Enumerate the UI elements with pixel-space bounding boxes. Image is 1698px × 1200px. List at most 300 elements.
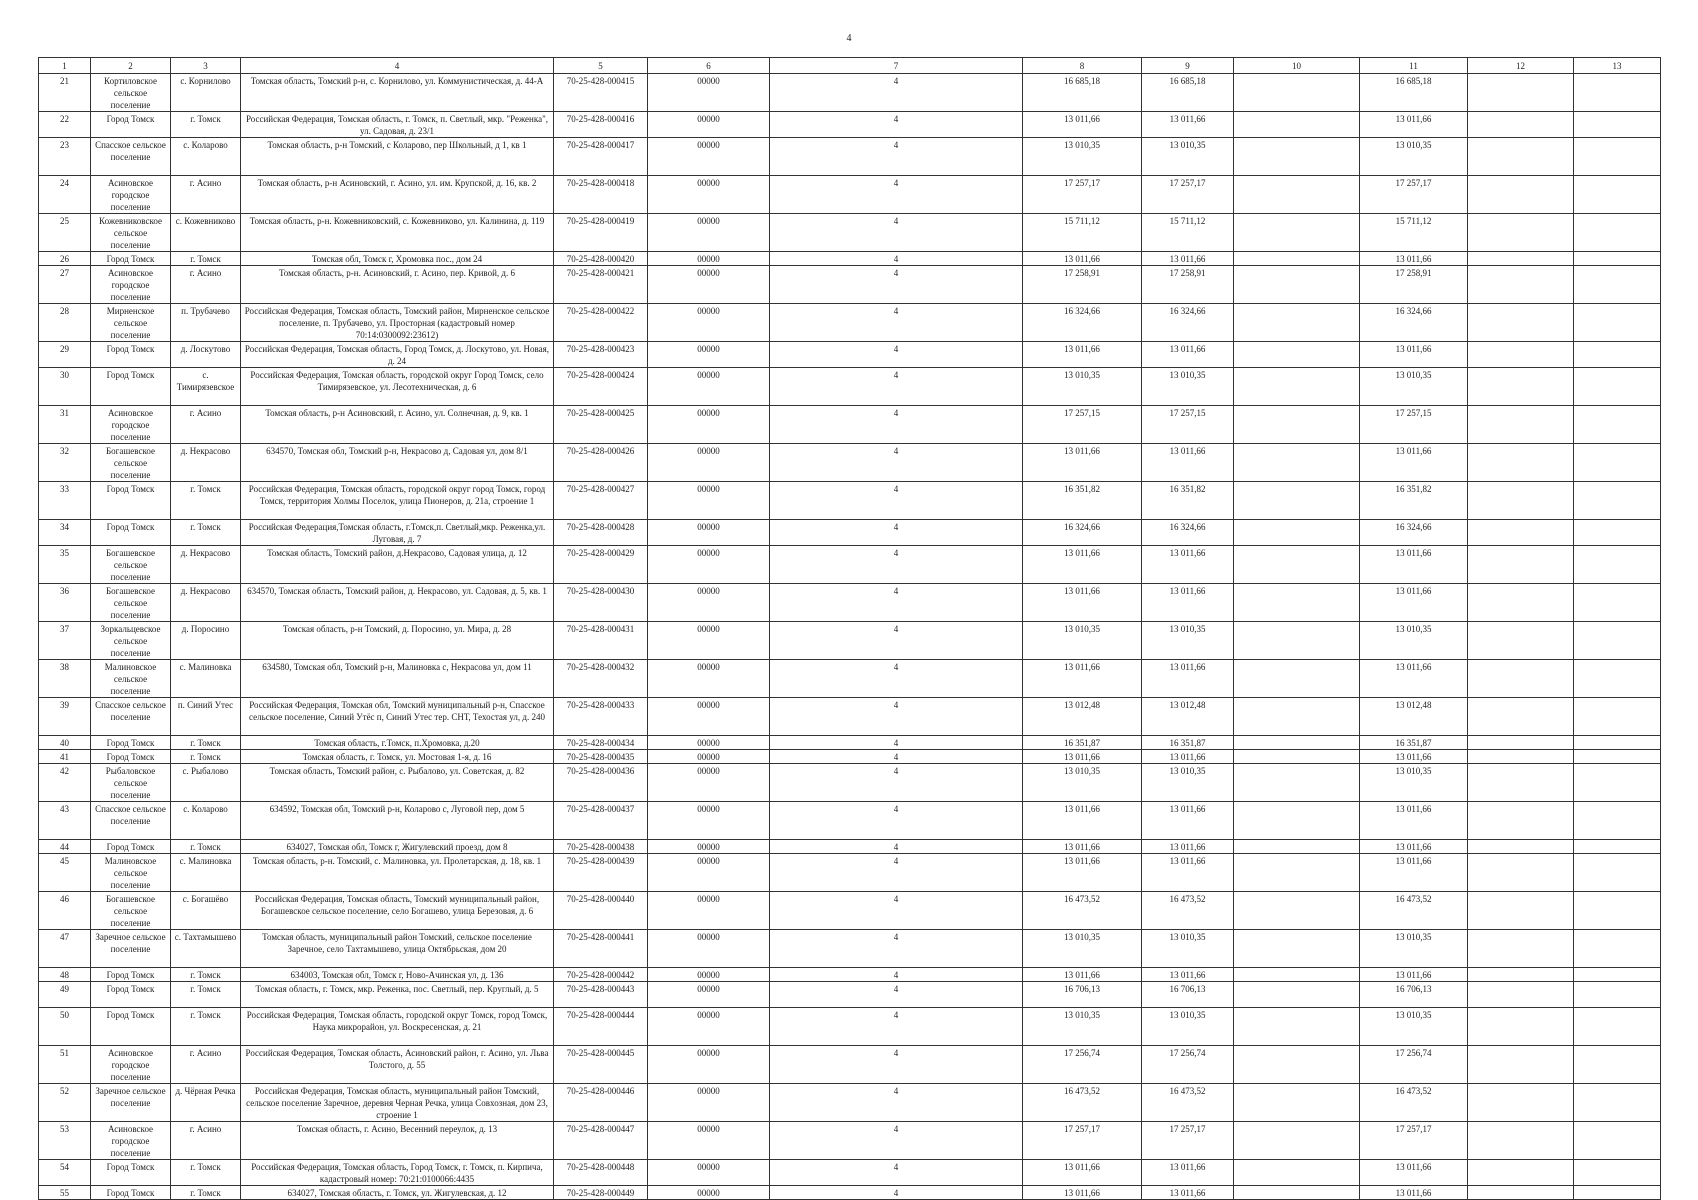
municipality-cell: Рыбаловское сельское поселение	[91, 764, 171, 802]
table-row	[39, 214, 1661, 252]
amount-9-cell: 13 010,35	[1142, 1008, 1234, 1046]
locality-cell: г. Томск	[171, 982, 241, 1008]
locality-cell: г. Томск	[171, 1186, 241, 1200]
row-number-cell: 21	[39, 74, 91, 112]
row-number-cell: 33	[39, 482, 91, 520]
amount-8-cell: 16 351,82	[1023, 482, 1142, 520]
object-code-cell: 70-25-428-000443	[554, 982, 648, 1008]
amount-9-cell: 17 257,15	[1142, 406, 1234, 444]
table-row	[39, 840, 1661, 854]
code-field-cell: 00000	[648, 304, 770, 342]
amount-8-cell: 13 011,66	[1023, 342, 1142, 368]
object-code-cell: 70-25-428-000445	[554, 1046, 648, 1084]
locality-cell: д. Поросино	[171, 622, 241, 660]
row-number-cell: 55	[39, 1186, 91, 1200]
municipality-cell: Город Томск	[91, 982, 171, 1008]
locality-cell: с. Кожевниково	[171, 214, 241, 252]
object-code-cell: 70-25-428-000444	[554, 1008, 648, 1046]
municipality-cell: Спасское сельское поселение	[91, 802, 171, 840]
amount-11-cell: 13 010,35	[1360, 930, 1468, 968]
value-13-cell	[1574, 214, 1661, 252]
amount-9-cell: 16 324,66	[1142, 520, 1234, 546]
amount-11-cell: 13 010,35	[1360, 622, 1468, 660]
value-12-cell	[1468, 1186, 1574, 1200]
value-13-cell	[1574, 176, 1661, 214]
amount-8-cell: 13 010,35	[1023, 622, 1142, 660]
quantity-cell: 4	[770, 660, 1023, 698]
locality-cell: г. Томск	[171, 750, 241, 764]
amount-8-cell: 17 258,91	[1023, 266, 1142, 304]
amount-8-cell: 13 010,35	[1023, 930, 1142, 968]
address-cell: 634003, Томская обл, Томск г, Ново-Ачинская ул, д. 136	[241, 968, 554, 982]
value-13-cell	[1574, 968, 1661, 982]
object-code-cell: 70-25-428-000428	[554, 520, 648, 546]
amount-9-cell: 13 011,66	[1142, 660, 1234, 698]
row-number-cell: 36	[39, 584, 91, 622]
municipality-cell: Город Томск	[91, 750, 171, 764]
amount-8-cell: 13 011,66	[1023, 252, 1142, 266]
quantity-cell: 4	[770, 74, 1023, 112]
locality-cell: с. Коларово	[171, 802, 241, 840]
value-12-cell	[1468, 1160, 1574, 1186]
amount-8-cell: 13 011,66	[1023, 854, 1142, 892]
amount-11-cell: 16 706,13	[1360, 982, 1468, 1008]
code-field-cell: 00000	[648, 750, 770, 764]
code-field-cell: 00000	[648, 660, 770, 698]
value-12-cell	[1468, 968, 1574, 982]
object-code-cell: 70-25-428-000438	[554, 840, 648, 854]
code-field-cell: 00000	[648, 520, 770, 546]
code-field-cell: 00000	[648, 214, 770, 252]
locality-cell: с. Тимирязевское	[171, 368, 241, 406]
amount-11-cell: 17 257,15	[1360, 406, 1468, 444]
value-13-cell	[1574, 622, 1661, 660]
value-12-cell	[1468, 520, 1574, 546]
amount-11-cell: 16 685,18	[1360, 74, 1468, 112]
code-field-cell: 00000	[648, 1046, 770, 1084]
amount-8-cell: 17 256,74	[1023, 1046, 1142, 1084]
column-header: 2	[91, 58, 171, 74]
locality-cell: п. Синий Утес	[171, 698, 241, 736]
amount-10-cell	[1234, 520, 1360, 546]
amount-8-cell: 13 011,66	[1023, 840, 1142, 854]
amount-8-cell: 13 011,66	[1023, 584, 1142, 622]
locality-cell: с. Рыбалово	[171, 764, 241, 802]
row-number-cell: 32	[39, 444, 91, 482]
amount-11-cell: 13 011,66	[1360, 584, 1468, 622]
address-cell: Томская область, Томский район, с. Рыбалово, ул. Советская, д. 82	[241, 764, 554, 802]
quantity-cell: 4	[770, 112, 1023, 138]
municipality-cell: Асиновское городское поселение	[91, 1122, 171, 1160]
row-number-cell: 52	[39, 1084, 91, 1122]
address-cell: Российская Федерация, Томская область, Томский муниципальный район, Богашевское сельское поселение, село Богашево, улица Березовая, д. 6	[241, 892, 554, 930]
amount-10-cell	[1234, 304, 1360, 342]
row-number-cell: 35	[39, 546, 91, 584]
amount-9-cell: 13 010,35	[1142, 764, 1234, 802]
address-cell: Российская Федерация, Томская область, Томский район, Мирненское сельское поселение, п. Трубачево, ул. Просторная (кадастровый номер 70:14:0300092:23612)	[241, 304, 554, 342]
amount-11-cell: 17 257,17	[1360, 176, 1468, 214]
address-cell: Томская область, г. Асино, Весенний переулок, д. 13	[241, 1122, 554, 1160]
value-12-cell	[1468, 1122, 1574, 1160]
quantity-cell: 4	[770, 584, 1023, 622]
amount-9-cell: 16 473,52	[1142, 892, 1234, 930]
amount-11-cell: 16 473,52	[1360, 1084, 1468, 1122]
value-12-cell	[1468, 546, 1574, 584]
municipality-cell: Город Томск	[91, 840, 171, 854]
amount-9-cell: 16 706,13	[1142, 982, 1234, 1008]
value-12-cell	[1468, 622, 1574, 660]
municipality-cell: Город Томск	[91, 520, 171, 546]
table-row	[39, 1084, 1661, 1122]
code-field-cell: 00000	[648, 546, 770, 584]
amount-11-cell: 17 256,74	[1360, 1046, 1468, 1084]
code-field-cell: 00000	[648, 138, 770, 176]
address-cell: 634570, Томская обл, Томский р-н, Некрасово д, Садовая ул, дом 8/1	[241, 444, 554, 482]
amount-8-cell: 13 011,66	[1023, 1160, 1142, 1186]
quantity-cell: 4	[770, 406, 1023, 444]
amount-11-cell: 13 010,35	[1360, 764, 1468, 802]
amount-10-cell	[1234, 584, 1360, 622]
amount-11-cell: 16 473,52	[1360, 892, 1468, 930]
row-number-cell: 31	[39, 406, 91, 444]
value-13-cell	[1574, 854, 1661, 892]
amount-11-cell: 15 711,12	[1360, 214, 1468, 252]
table-row	[39, 802, 1661, 840]
quantity-cell: 4	[770, 840, 1023, 854]
locality-cell: г. Томск	[171, 520, 241, 546]
value-13-cell	[1574, 736, 1661, 750]
row-number-cell: 34	[39, 520, 91, 546]
row-number-cell: 28	[39, 304, 91, 342]
value-12-cell	[1468, 112, 1574, 138]
code-field-cell: 00000	[648, 176, 770, 214]
value-12-cell	[1468, 252, 1574, 266]
quantity-cell: 4	[770, 252, 1023, 266]
amount-9-cell: 17 257,17	[1142, 1122, 1234, 1160]
value-13-cell	[1574, 698, 1661, 736]
address-cell: Томская область, р-н Асиновский, г. Асино, ул. им. Крупской, д. 16, кв. 2	[241, 176, 554, 214]
quantity-cell: 4	[770, 342, 1023, 368]
amount-10-cell	[1234, 660, 1360, 698]
code-field-cell: 00000	[648, 968, 770, 982]
row-number-cell: 50	[39, 1008, 91, 1046]
amount-10-cell	[1234, 854, 1360, 892]
table-row	[39, 660, 1661, 698]
object-code-cell: 70-25-428-000417	[554, 138, 648, 176]
amount-10-cell	[1234, 1160, 1360, 1186]
amount-9-cell: 16 351,82	[1142, 482, 1234, 520]
quantity-cell: 4	[770, 622, 1023, 660]
locality-cell: г. Томск	[171, 482, 241, 520]
locality-cell: г. Томск	[171, 1160, 241, 1186]
amount-10-cell	[1234, 736, 1360, 750]
code-field-cell: 00000	[648, 982, 770, 1008]
value-12-cell	[1468, 342, 1574, 368]
value-13-cell	[1574, 982, 1661, 1008]
table-row	[39, 368, 1661, 406]
code-field-cell: 00000	[648, 406, 770, 444]
municipality-cell: Богашевское сельское поселение	[91, 892, 171, 930]
amount-10-cell	[1234, 406, 1360, 444]
quantity-cell: 4	[770, 892, 1023, 930]
locality-cell: г. Асино	[171, 1122, 241, 1160]
object-code-cell: 70-25-428-000432	[554, 660, 648, 698]
amount-10-cell	[1234, 176, 1360, 214]
amount-10-cell	[1234, 74, 1360, 112]
code-field-cell: 00000	[648, 368, 770, 406]
amount-10-cell	[1234, 546, 1360, 584]
row-number-cell: 48	[39, 968, 91, 982]
table-row	[39, 1008, 1661, 1046]
object-code-cell: 70-25-428-000437	[554, 802, 648, 840]
table-row	[39, 982, 1661, 1008]
amount-8-cell: 13 011,66	[1023, 750, 1142, 764]
table-body	[39, 74, 1661, 1200]
municipality-cell: Город Томск	[91, 1008, 171, 1046]
amount-8-cell: 16 473,52	[1023, 1084, 1142, 1122]
table-row	[39, 112, 1661, 138]
amount-8-cell: 13 011,66	[1023, 444, 1142, 482]
object-code-cell: 70-25-428-000446	[554, 1084, 648, 1122]
amount-11-cell: 13 012,48	[1360, 698, 1468, 736]
column-header: 5	[554, 58, 648, 74]
value-12-cell	[1468, 854, 1574, 892]
value-12-cell	[1468, 266, 1574, 304]
amount-9-cell: 16 324,66	[1142, 304, 1234, 342]
locality-cell: д. Некрасово	[171, 444, 241, 482]
municipality-cell: Кортиловское сельское поселение	[91, 74, 171, 112]
table-row	[39, 482, 1661, 520]
value-13-cell	[1574, 1160, 1661, 1186]
quantity-cell: 4	[770, 214, 1023, 252]
amount-11-cell: 13 011,66	[1360, 854, 1468, 892]
address-cell: Томская область, р-н. Кожевниковский, с. Кожевниково, ул. Калинина, д. 119	[241, 214, 554, 252]
table-row	[39, 968, 1661, 982]
amount-11-cell: 13 010,35	[1360, 138, 1468, 176]
value-13-cell	[1574, 764, 1661, 802]
municipality-cell: Город Томск	[91, 482, 171, 520]
amount-11-cell: 13 011,66	[1360, 444, 1468, 482]
quantity-cell: 4	[770, 968, 1023, 982]
value-12-cell	[1468, 982, 1574, 1008]
value-12-cell	[1468, 176, 1574, 214]
amount-9-cell: 13 011,66	[1142, 1186, 1234, 1200]
object-code-cell: 70-25-428-000424	[554, 368, 648, 406]
quantity-cell: 4	[770, 520, 1023, 546]
quantity-cell: 4	[770, 482, 1023, 520]
amount-9-cell: 13 010,35	[1142, 622, 1234, 660]
code-field-cell: 00000	[648, 1008, 770, 1046]
code-field-cell: 00000	[648, 1122, 770, 1160]
amount-8-cell: 15 711,12	[1023, 214, 1142, 252]
table-row	[39, 252, 1661, 266]
municipality-cell: Город Томск	[91, 368, 171, 406]
municipality-cell: Спасское сельское поселение	[91, 698, 171, 736]
address-cell: Томская область, р-н. Томский, с. Малиновка, ул. Пролетарская, д. 18, кв. 1	[241, 854, 554, 892]
value-13-cell	[1574, 1084, 1661, 1122]
column-header: 3	[171, 58, 241, 74]
amount-9-cell: 17 256,74	[1142, 1046, 1234, 1084]
value-12-cell	[1468, 698, 1574, 736]
value-12-cell	[1468, 1084, 1574, 1122]
value-13-cell	[1574, 74, 1661, 112]
amount-11-cell: 17 258,91	[1360, 266, 1468, 304]
amount-10-cell	[1234, 444, 1360, 482]
object-code-cell: 70-25-428-000440	[554, 892, 648, 930]
table-row	[39, 750, 1661, 764]
amount-8-cell: 16 324,66	[1023, 520, 1142, 546]
amount-8-cell: 13 010,35	[1023, 1008, 1142, 1046]
municipality-cell: Богашевское сельское поселение	[91, 584, 171, 622]
page-number: 4	[846, 33, 852, 44]
quantity-cell: 4	[770, 176, 1023, 214]
quantity-cell: 4	[770, 1186, 1023, 1200]
amount-8-cell: 16 685,18	[1023, 74, 1142, 112]
address-cell: Российская Федерация,Томская область, г.Томск,п. Светлый,мкр. Реженка,ул. Луговая, д. 7	[241, 520, 554, 546]
object-code-cell: 70-25-428-000422	[554, 304, 648, 342]
code-field-cell: 00000	[648, 1084, 770, 1122]
amount-9-cell: 13 011,66	[1142, 584, 1234, 622]
municipality-cell: Заречное сельское поселение	[91, 930, 171, 968]
amount-10-cell	[1234, 840, 1360, 854]
amount-11-cell: 16 324,66	[1360, 520, 1468, 546]
amount-8-cell: 13 010,35	[1023, 368, 1142, 406]
object-code-cell: 70-25-428-000441	[554, 930, 648, 968]
locality-cell: г. Томск	[171, 968, 241, 982]
value-13-cell	[1574, 520, 1661, 546]
amount-10-cell	[1234, 1084, 1360, 1122]
object-code-cell: 70-25-428-000436	[554, 764, 648, 802]
value-12-cell	[1468, 736, 1574, 750]
amount-9-cell: 17 258,91	[1142, 266, 1234, 304]
amount-10-cell	[1234, 892, 1360, 930]
amount-10-cell	[1234, 138, 1360, 176]
value-12-cell	[1468, 750, 1574, 764]
code-field-cell: 00000	[648, 112, 770, 138]
amount-11-cell: 16 324,66	[1360, 304, 1468, 342]
address-cell: Томская область, г. Томск, мкр. Реженка, пос. Светлый, пер. Круглый, д. 5	[241, 982, 554, 1008]
amount-11-cell: 16 351,82	[1360, 482, 1468, 520]
address-cell: Российская Федерация, Томская область, г. Томск, п. Светлый, мкр. "Реженка", ул. Садовая, д. 23/1	[241, 112, 554, 138]
value-13-cell	[1574, 138, 1661, 176]
municipality-cell: Город Томск	[91, 252, 171, 266]
table-row	[39, 764, 1661, 802]
amount-10-cell	[1234, 214, 1360, 252]
value-13-cell	[1574, 546, 1661, 584]
value-12-cell	[1468, 840, 1574, 854]
row-number-cell: 26	[39, 252, 91, 266]
amount-10-cell	[1234, 764, 1360, 802]
row-number-cell: 40	[39, 736, 91, 750]
amount-10-cell	[1234, 342, 1360, 368]
amount-8-cell: 13 012,48	[1023, 698, 1142, 736]
amount-9-cell: 16 351,87	[1142, 736, 1234, 750]
object-code-cell: 70-25-428-000439	[554, 854, 648, 892]
code-field-cell: 00000	[648, 736, 770, 750]
code-field-cell: 00000	[648, 802, 770, 840]
code-field-cell: 00000	[648, 840, 770, 854]
row-number-cell: 47	[39, 930, 91, 968]
locality-cell: г. Томск	[171, 252, 241, 266]
row-number-cell: 37	[39, 622, 91, 660]
address-cell: 634027, Томская область, г. Томск, ул. Жигулевская, д. 12	[241, 1186, 554, 1200]
row-number-cell: 22	[39, 112, 91, 138]
object-code-cell: 70-25-428-000425	[554, 406, 648, 444]
amount-10-cell	[1234, 368, 1360, 406]
locality-cell: д. Чёрная Речка	[171, 1084, 241, 1122]
table-row	[39, 546, 1661, 584]
value-12-cell	[1468, 660, 1574, 698]
amount-9-cell: 16 473,52	[1142, 1084, 1234, 1122]
column-header: 4	[241, 58, 554, 74]
code-field-cell: 00000	[648, 1186, 770, 1200]
amount-9-cell: 13 011,66	[1142, 840, 1234, 854]
quantity-cell: 4	[770, 854, 1023, 892]
object-code-cell: 70-25-428-000420	[554, 252, 648, 266]
amount-8-cell: 17 257,15	[1023, 406, 1142, 444]
amount-10-cell	[1234, 930, 1360, 968]
municipality-cell: Зоркальцевское сельское поселение	[91, 622, 171, 660]
municipality-cell: Асиновское городское поселение	[91, 1046, 171, 1084]
amount-11-cell: 13 010,35	[1360, 368, 1468, 406]
municipality-cell: Асиновское городское поселение	[91, 176, 171, 214]
amount-9-cell: 13 011,66	[1142, 546, 1234, 584]
table-row	[39, 736, 1661, 750]
quantity-cell: 4	[770, 802, 1023, 840]
value-13-cell	[1574, 802, 1661, 840]
quantity-cell: 4	[770, 982, 1023, 1008]
column-header: 13	[1574, 58, 1661, 74]
locality-cell: г. Томск	[171, 112, 241, 138]
value-13-cell	[1574, 266, 1661, 304]
value-13-cell	[1574, 840, 1661, 854]
code-field-cell: 00000	[648, 444, 770, 482]
object-code-cell: 70-25-428-000421	[554, 266, 648, 304]
quantity-cell: 4	[770, 736, 1023, 750]
amount-9-cell: 16 685,18	[1142, 74, 1234, 112]
amount-9-cell: 17 257,17	[1142, 176, 1234, 214]
locality-cell: п. Трубачево	[171, 304, 241, 342]
value-13-cell	[1574, 482, 1661, 520]
address-cell: Томская область, г.Томск, п.Хромовка, д.20	[241, 736, 554, 750]
value-13-cell	[1574, 252, 1661, 266]
amount-8-cell: 16 473,52	[1023, 892, 1142, 930]
row-number-cell: 51	[39, 1046, 91, 1084]
address-cell: 634592, Томская обл, Томский р-н, Коларово с, Луговой пер, дом 5	[241, 802, 554, 840]
amount-11-cell: 13 011,66	[1360, 660, 1468, 698]
value-13-cell	[1574, 750, 1661, 764]
address-cell: Томская область, г. Томск, ул. Мостовая 1-я, д. 16	[241, 750, 554, 764]
value-12-cell	[1468, 1008, 1574, 1046]
amount-8-cell: 13 011,66	[1023, 1186, 1142, 1200]
table-row	[39, 74, 1661, 112]
address-cell: Томская область, Томский район, д.Некрасово, Садовая улица, д. 12	[241, 546, 554, 584]
locality-cell: г. Асино	[171, 406, 241, 444]
table-row	[39, 930, 1661, 968]
amount-10-cell	[1234, 698, 1360, 736]
row-number-cell: 27	[39, 266, 91, 304]
value-13-cell	[1574, 304, 1661, 342]
column-header: 11	[1360, 58, 1468, 74]
amount-8-cell: 13 011,66	[1023, 546, 1142, 584]
value-13-cell	[1574, 368, 1661, 406]
locality-cell: с. Малиновка	[171, 854, 241, 892]
municipality-cell: Мирненское сельское поселение	[91, 304, 171, 342]
table-row	[39, 698, 1661, 736]
municipality-cell: Город Томск	[91, 112, 171, 138]
address-cell: Томская область, р-н Томский, с Коларово, пер Школьный, д 1, кв 1	[241, 138, 554, 176]
amount-11-cell: 13 011,66	[1360, 1160, 1468, 1186]
